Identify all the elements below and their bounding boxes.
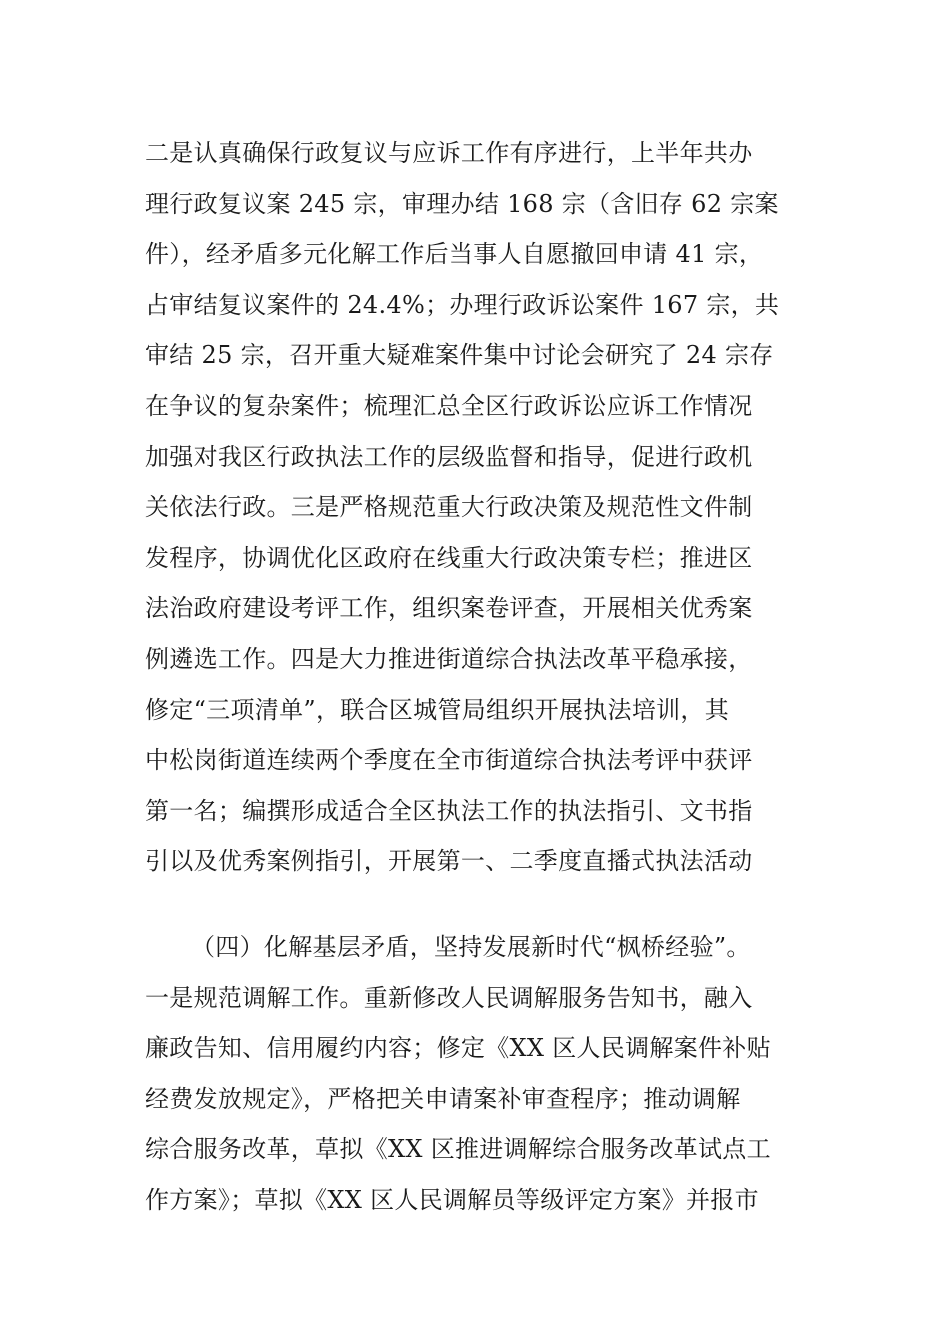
paragraph-grassroots-mediation xyxy=(145,922,810,1226)
text-line: 经费发放规定》，严格把关申请案补审查程序；推动调解 xyxy=(145,1084,741,1113)
text-line: 引以及优秀案例指引，开展第一、二季度直播式执法活动 xyxy=(145,847,753,876)
text-line: 发程序，协调优化区政府在线重大行政决策专栏；推进区 xyxy=(145,543,753,572)
text-line: 二是认真确保行政复议与应诉工作有序进行，上半年共办 xyxy=(145,139,753,167)
text-line: 第一名；编撰形成适合全区执法工作的执法指引、文书指 xyxy=(145,796,753,825)
text-line: 一是规范调解工作。重新修改人民调解服务告知书，融入 xyxy=(145,983,753,1012)
text-line: 在争议的复杂案件；梳理汇总全区行政诉讼应诉工作情况 xyxy=(145,391,753,420)
text-line: 件），经矛盾多元化解工作后当事人自愿撤回申请 41 宗， xyxy=(145,240,764,269)
text-line: 综合服务改革，草拟《XX 区推进调解综合服务改革试点工 xyxy=(145,1135,771,1164)
text-line: 中松岗街道连续两个季度在全市街道综合执法考评中获评 xyxy=(145,746,753,775)
text-line: 占审结复议案件的 24.4%；办理行政诉讼案件 167 宗，共 xyxy=(145,290,780,319)
text-line: 修定“三项清单”，联合区城管局组织开展执法培训，其 xyxy=(145,695,730,724)
text-line: 审结 25 宗，召开重大疑难案件集中讨论会研究了 24 宗存 xyxy=(145,341,774,370)
text-line: 法治政府建设考评工作，组织案卷评查，开展相关优秀案 xyxy=(145,594,753,623)
text-line: 作方案》；草拟《XX 区人民调解员等级评定方案》并报市 xyxy=(145,1185,759,1214)
text-line: 廉政告知、信用履约内容；修定《XX 区人民调解案件补贴 xyxy=(145,1034,771,1063)
text-line: 例遴选工作。四是大力推进街道综合执法改革平稳承接， xyxy=(145,644,753,673)
text-line: 关依法行政。三是严格规范重大行政决策及规范性文件制 xyxy=(145,493,753,522)
text-line: 加强对我区行政执法工作的层级监督和指导，促进行政机 xyxy=(145,442,753,471)
paragraph-administrative-review xyxy=(145,128,810,887)
section-heading-line: （四）化解基层矛盾，坚持发展新时代“枫桥经验”。 xyxy=(191,933,751,961)
text-line: 理行政复议案 245 宗，审理办结 168 宗（含旧存 62 宗案 xyxy=(145,189,779,218)
